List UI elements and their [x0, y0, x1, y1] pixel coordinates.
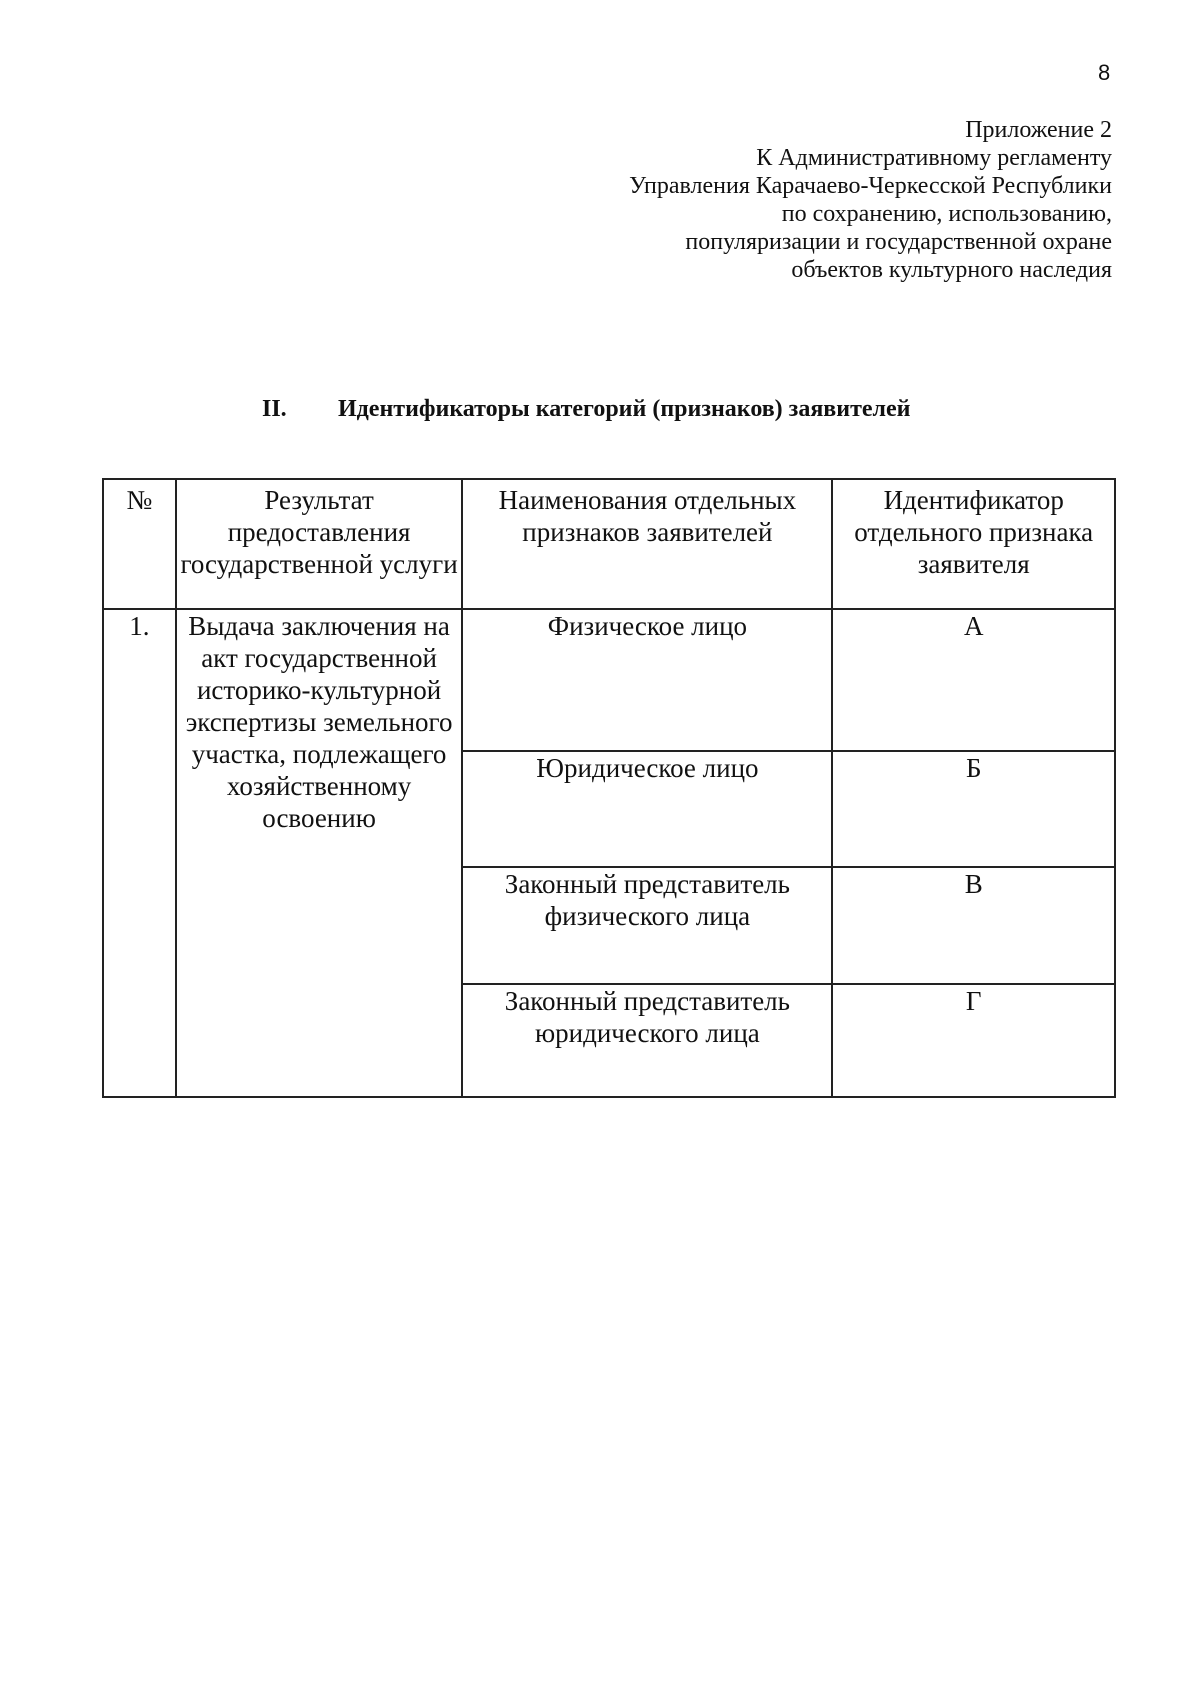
- row-number-cell: 1.: [103, 609, 176, 1097]
- section-heading: [262, 396, 910, 423]
- category-id-cell: Г: [832, 984, 1115, 1097]
- category-id-cell: Б: [832, 751, 1115, 867]
- header-result: Результат предоставления государственной услуги: [176, 479, 463, 609]
- appendix-line: популяризации и государственной охране: [685, 229, 1112, 255]
- category-id-cell: А: [832, 609, 1115, 751]
- section-number: II.: [262, 396, 287, 422]
- header-number: №: [103, 479, 176, 609]
- appendix-line: Приложение 2: [965, 117, 1112, 143]
- category-name-cell: Юридическое лицо: [462, 751, 832, 867]
- appendix-line: объектов культурного наследия: [791, 257, 1112, 283]
- header-category-name: Наименования отдельных признаков заявителей: [462, 479, 832, 609]
- category-name-cell: Законный представитель физического лица: [462, 867, 832, 984]
- appendix-line: Управления Карачаево-Черкесской Республики: [629, 173, 1112, 199]
- service-result-cell: Выдача заключения на акт государственной историко-культурной экспертизы земельного участка, подлежащего хозяйственному освоению: [176, 609, 463, 1097]
- page-number: 8: [1098, 60, 1111, 85]
- category-id-cell: В: [832, 867, 1115, 984]
- appendix-header: [629, 116, 1112, 284]
- header-identifier: Идентификатор отдельного признака заявителя: [832, 479, 1115, 609]
- category-name-cell: Законный представитель юридического лица: [462, 984, 832, 1097]
- category-name-cell: Физическое лицо: [462, 609, 832, 751]
- table-header-row: [103, 479, 1115, 609]
- appendix-line: К Административному регламенту: [756, 145, 1112, 171]
- section-title: Идентификаторы категорий (признаков) заявителей: [338, 396, 911, 422]
- applicant-identifiers-table: [102, 478, 1116, 1098]
- appendix-line: по сохранению, использованию,: [781, 201, 1112, 227]
- table-row: [103, 609, 1115, 751]
